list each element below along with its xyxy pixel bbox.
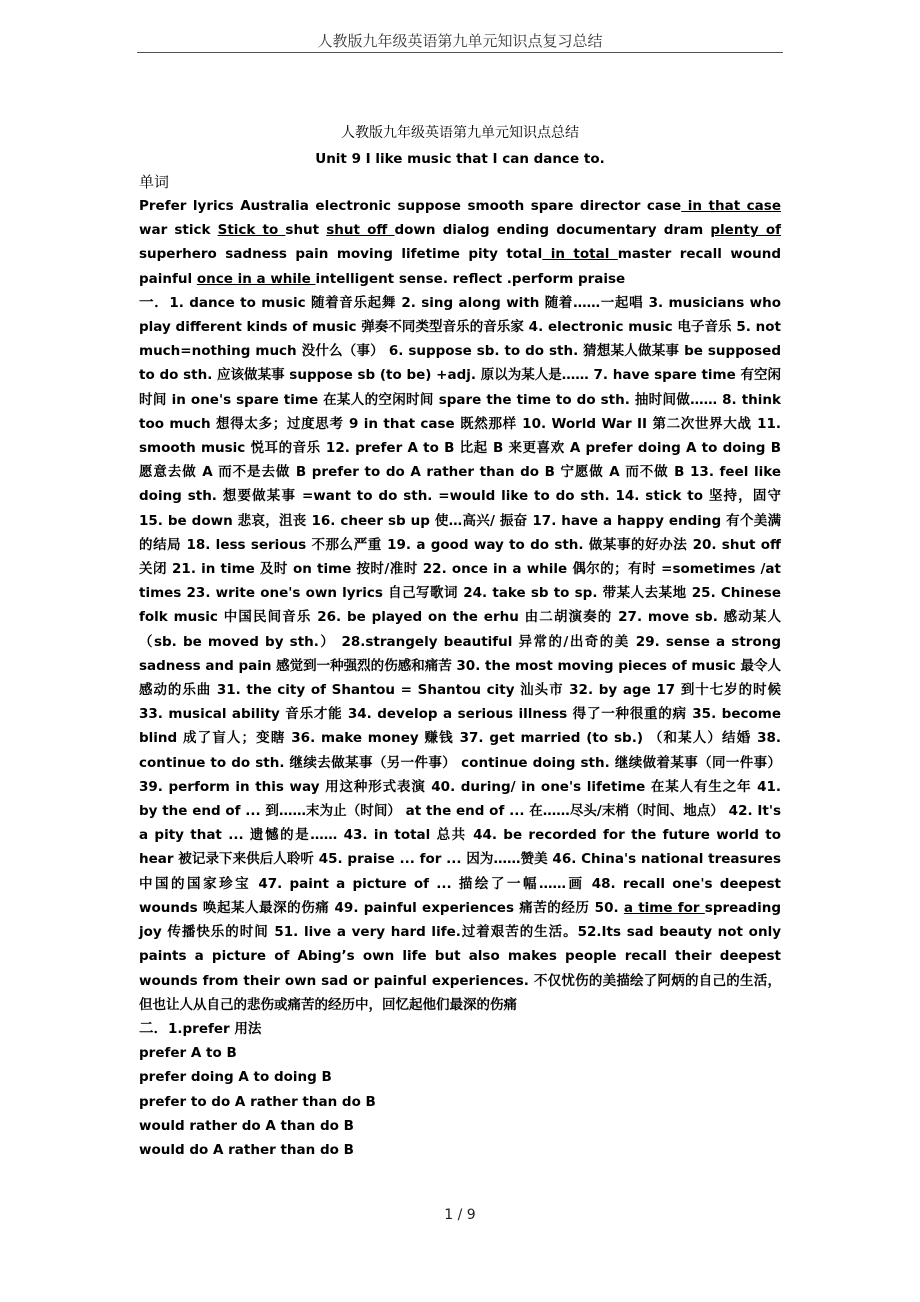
underlined-phrase: shut off bbox=[326, 222, 395, 239]
text-segment: shut bbox=[285, 222, 327, 239]
text-segment: spreading joy 传播快乐的时间 51. live a very hard life.过着艰苦的生活。52.Its sad beauty not only paints a picture of Abing’s own life but also makes people recall their deepest wounds from their own sad or painful experiences. 不仅忧伤的美描绘了阿炳的自己的生活，但也让人从自己的悲伤或痛苦的经历中，回忆起他们最深的伤痛 bbox=[139, 899, 781, 1013]
page-header: 人教版九年级英语第九单元知识点复习总结 bbox=[317, 32, 603, 50]
section-label-one: 一． bbox=[139, 294, 170, 311]
usage-section bbox=[139, 1017, 781, 1162]
page-number: 1 / 9 bbox=[444, 1207, 476, 1223]
document-body bbox=[139, 124, 781, 1162]
usage-title: 1.prefer 用法 bbox=[168, 1020, 262, 1037]
underlined-phrase: in total bbox=[542, 246, 618, 263]
text-segment: intelligent sense. reflect .perform praise bbox=[315, 270, 626, 287]
usage-line: prefer to do A rather than do B bbox=[139, 1093, 376, 1110]
text-segment: master recall wound painful bbox=[139, 246, 781, 287]
text-segment: superhero sadness pain moving lifetime pity total bbox=[139, 246, 543, 263]
unit-title: Unit 9 I like music that I can dance to. bbox=[315, 151, 605, 167]
document-title: 人教版九年级英语第九单元知识点总结 bbox=[341, 125, 579, 141]
vocab-paragraph bbox=[139, 194, 781, 291]
usage-line: would rather do A than do B bbox=[139, 1117, 354, 1134]
underlined-phrase: in that case bbox=[681, 198, 781, 214]
usage-line: prefer A to B bbox=[139, 1045, 237, 1062]
underlined-phrase: plenty of bbox=[710, 222, 781, 239]
underlined-phrase: a time for bbox=[623, 899, 705, 916]
header-divider bbox=[137, 52, 783, 53]
vocab-heading: 单词 bbox=[139, 173, 170, 191]
phrases-body bbox=[139, 295, 781, 1013]
phrases-paragraph bbox=[139, 291, 781, 1017]
underlined-phrase: Stick to bbox=[217, 222, 286, 239]
underlined-phrase: once in a while bbox=[196, 270, 316, 287]
text-segment: down dialog ending documentary dram bbox=[394, 222, 711, 239]
text-segment: Prefer lyrics Australia electronic suppose smooth spare director case bbox=[139, 198, 682, 214]
text-segment: 1. dance to music 随着音乐起舞 2. sing along with 随着……一起唱 3. musicians who play different kinds of music 弹奏不同类型音乐的音乐家 4. electronic music 电子音乐 5. not much=nothing much 没什么（事） 6. suppose sb. to do sth. 猜想某人做某事 be supposed to do sth. 应该做某事 suppose sb (to be) +adj. 原以为某人是…… 7. have spare time 有空闲时间 in one's spare time 在某人的空闲时间 spare the time to do sth. 抽时间做…… 8. think too much 想得太多；过度思考 9 in that case 既然那样 10. World War II 第二次世界大战 11. smooth music 悦耳的音乐 12. prefer A to B 比起 B 来更喜欢 A prefer doing A to doing B 愿意去做 A 而不是去做 B prefer to do A rather than do B 宁愿做 A 而不做 B 13. feel like doing sth. 想要做某事 =want to do sth. =would like to do sth. 14. stick to 坚持，固守 15. be down 悲哀，沮丧 16. cheer sb up 使…高兴/ 振奋 17. have a happy ending 有个美满的结局 18. less serious 不那么严重 19. a good way to do sth. 做某事的好办法 20. shut off 关闭 21. in time 及时 on time 按时/准时 22. once in a while 偶尔的；有时 =sometimes /at times 23. write one's own lyrics 自己写歌词 24. take sb to sp. 带某人去某地 25. Chinese folk music 中国民间音乐 26. be played on the erhu 由二胡演奏的 27. move sb. 感动某人 （sb. be moved by sth.） 28.strangely beautiful 异常的/出奇的美 29. sense a strong sadness and pain 感觉到一种强烈的伤感和痛苦 30. the most moving pieces of music 最令人感动的乐曲 31. the city of Shantou = Shantou city 汕头市 32. by age 17 到十七岁的时候 33. musical ability 音乐才能 34. develop a serious illness 得了一种很重的病 35. become blind 成了盲人；变瞎 36. make money 赚钱 37. get married (to sb.) （和某人）结婚 38. continue to do sth. 继续去做某事（另一件事） continue doing sth. 继续做着某事（同一件事） 39. perform in this way 用这种形式表演 40. during/ in one's lifetime 在某人有生之年 41. by the end of ... 到……末为止（时间） at the end of ... 在……尽头/末梢（时间、地点） 42. It's a pity that ... 遗憾的是…… 43. in total 总共 44. be recorded for the future world to hear 被记录下来供后人聆听 45. praise ... for ... 因为……赞美 46. China's national treasures 中国的国家珍宝 47. paint a picture of ... 描绘了一幅……画 48. recall one's deepest wounds 唤起某人最深的伤痛 49. painful experiences 痛苦的经历 50. bbox=[139, 294, 781, 916]
text-segment: war stick bbox=[139, 222, 218, 239]
usage-line: prefer doing A to doing B bbox=[139, 1069, 332, 1086]
section-label-two: 二． bbox=[139, 1020, 168, 1037]
usage-line: would do A rather than do B bbox=[139, 1141, 354, 1158]
